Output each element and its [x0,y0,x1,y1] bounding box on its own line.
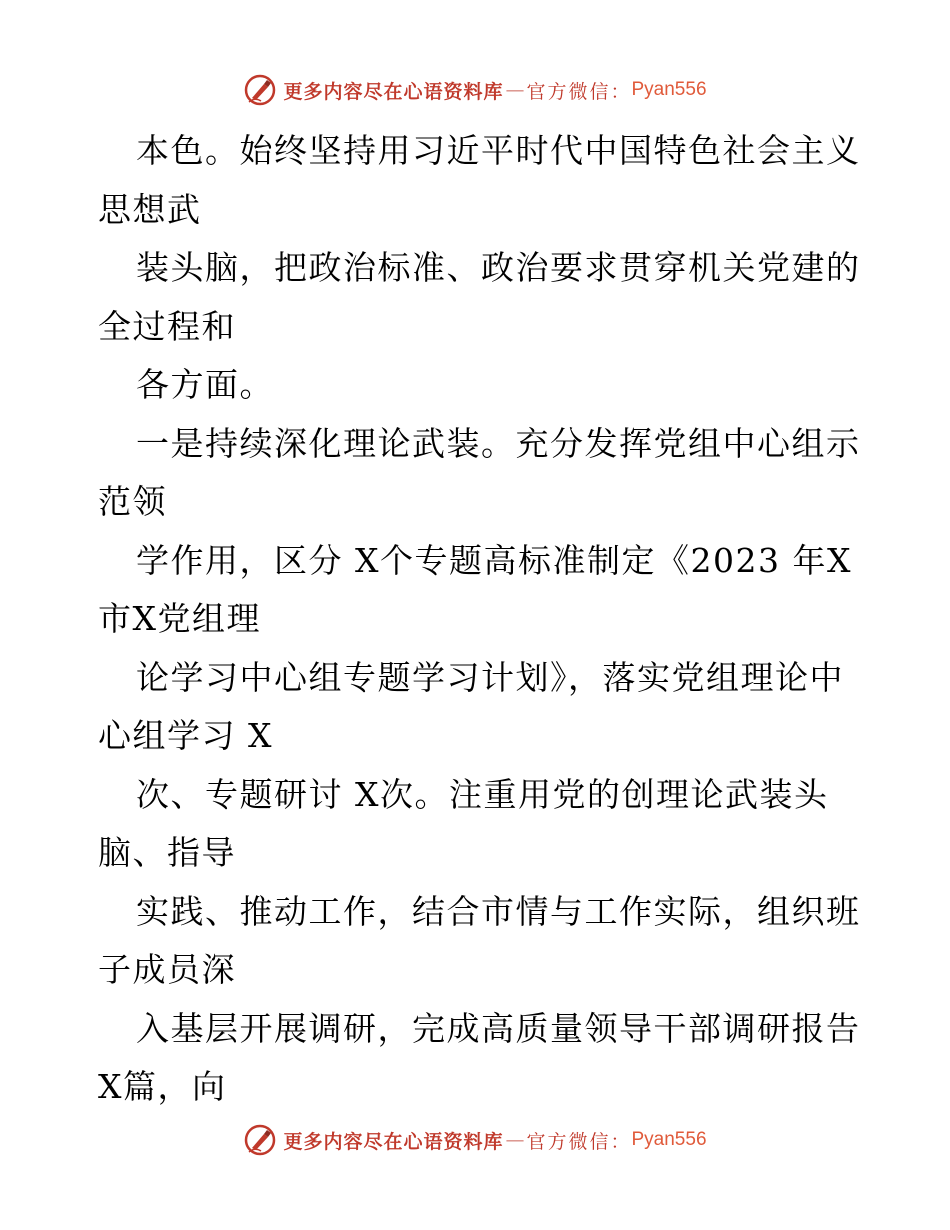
text-line-5: 各方面。 [136,365,274,404]
text-line-16: 入基层开展调研，完成高质量领导干部调研报告 [136,1008,861,1048]
pen-logo-icon [243,73,277,107]
document-body [98,122,861,1117]
text-line-17: X篇，向 [98,1067,227,1106]
text-line-4: 全过程和 [98,306,236,346]
watermark-site-text: 更多内容尽在心语资料库 [283,80,504,103]
text-line-1: 本色。始终坚持用习近平时代中国特色社会主义 [136,131,861,170]
text-line-9: 市X党组理 [98,599,261,638]
pen-logo-icon [243,1123,277,1157]
text-line-7: 范领 [98,482,167,521]
text-line-14: 实践、推动工作，结合市情与工作实际，组织班 [136,891,861,931]
text-line-13: 脑、指导 [98,833,236,872]
watermark-wechat-id: Pyan556 [631,79,707,100]
watermark-wechat-label: 官方微信： [526,80,632,103]
text-line-3: 装头脑，把政治标准、政治要求贯穿机关党建的 [136,248,861,287]
text-line-11: 心组学习 X [98,716,273,755]
watermark-wechat-label: 官方微信： [526,1130,632,1153]
footer-watermark [0,1120,950,1160]
watermark-separator: — [505,79,525,101]
text-line-10: 论学习中心组专题学习计划》，落实党组理论中 [136,657,844,697]
watermark-site-text: 更多内容尽在心语资料库 [283,1130,504,1153]
text-line-15: 子成员深 [98,950,236,989]
header-watermark [0,70,950,110]
text-line-6: 一是持续深化理论武装。充分发挥党组中心组示 [136,423,861,463]
text-line-12: 次、专题研讨 X次。注重用党的创理论武装头 [136,774,829,814]
text-line-2: 思想武 [98,189,202,229]
text-line-8: 学作用，区分 X个专题高标准制定《2023 年X [136,540,852,580]
watermark-wechat-id: Pyan556 [631,1129,707,1150]
watermark-separator: — [505,1129,525,1151]
